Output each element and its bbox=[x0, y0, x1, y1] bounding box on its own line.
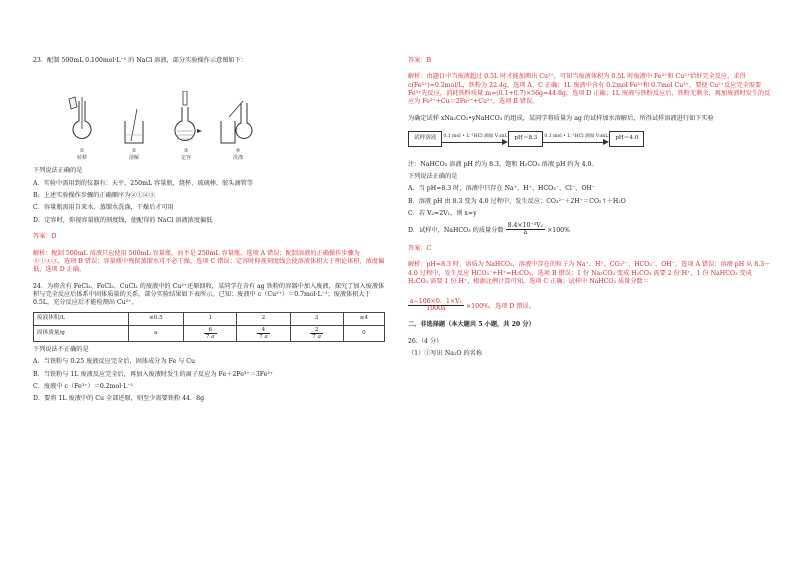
table-cell: 废液体积/L bbox=[34, 312, 129, 325]
q23-apparatus-figure bbox=[63, 83, 273, 161]
step-name: 洗涤 bbox=[232, 154, 243, 161]
beaker-stir-icon bbox=[119, 95, 149, 147]
q24-option-d: D．要将 1L 废液中的 Cu 全部还原，则至少需要铁粉 44．8g bbox=[33, 395, 205, 403]
q25-stem: 为确定试样 xNa₂CO₃•yNaHCO₃ 的组成，某同学将质量为 ag 的试样加水溶解后，所得试样溶液进行如下实验 bbox=[408, 114, 714, 122]
q25-option-c: C．若 V₂=2V₁，则 x=y bbox=[408, 210, 477, 218]
q23-option-c: C．容量瓶需用自来水、蒸馏水洗涤，干燥后才可用 bbox=[33, 204, 174, 212]
q25-option-a: A．当 pH=8.3 时，溶液中只存在 Na⁺、H⁺、HCO₃⁻、Cl⁻、OH⁻ bbox=[408, 185, 596, 193]
table-cell: 1 bbox=[184, 312, 237, 325]
volumetric-flask-pour-icon bbox=[67, 95, 97, 147]
flow-box-ph83: pH＝8.3 bbox=[508, 131, 543, 147]
table-cell: 0 bbox=[343, 325, 384, 341]
arrow-right-icon bbox=[603, 139, 609, 145]
step-label: ① bbox=[79, 147, 85, 154]
dissolve-step bbox=[115, 95, 153, 162]
step-name: 定容 bbox=[180, 154, 191, 161]
q25-formula: $\frac{\text{a−106×0．1×V₁}}{1000a}$ ×100%，选项 D 错误。 bbox=[410, 297, 535, 313]
fraction: $\frac{\text{8.4×10⁻³V₂}}{a}$ bbox=[507, 221, 544, 237]
table-cell bbox=[290, 325, 343, 341]
q26-score: 26.（4 分） bbox=[408, 337, 443, 345]
fraction: $\frac{2}{7 a}$ bbox=[312, 326, 321, 340]
table-cell: a bbox=[128, 325, 184, 341]
q23-answer: 答案：D bbox=[33, 233, 57, 241]
flask-beaker-wash-icon bbox=[219, 95, 257, 147]
arrow-right-icon bbox=[502, 139, 508, 145]
table-cell bbox=[237, 325, 290, 341]
q24-stem: 24．为将含有 FeCl₃、FeCl₂、CuCl₂ 的废液中的 Cu²⁺还原回收，某同学在含有 ag 铁粉的容器中加入废液，探究了加入废液体积与完全反应后体系中固体质量的关系，部分实验结果如下表所示。已知：废液中 c（Cu²⁺）＝0.7mol·L⁻¹；废液体积大于 0.5L，充分反应后才能检测出 Cu²⁺。 bbox=[33, 282, 385, 307]
q24-answer: 答案：B bbox=[408, 57, 432, 64]
table-cell: 3 bbox=[290, 312, 343, 325]
q25-flow-diagram bbox=[408, 131, 773, 147]
step-name: 溶解 bbox=[128, 154, 139, 161]
step-name: 转移 bbox=[76, 154, 87, 161]
step-label: ④ bbox=[235, 147, 241, 154]
q24-option-b: B．当铁粉与 1L 废液反应完全后，再加入废液时发生的离子反应为 Fe＋2Fe³⁺＝3Fe²⁺ bbox=[33, 370, 274, 378]
q25-answer: 答案：C bbox=[408, 245, 432, 253]
q25-option-d: D．试样中，NaHCO₃ 的质量分数 $\frac{\text{8.4×10⁻³V₂}}{a}$ ×100% bbox=[408, 221, 570, 237]
fraction: $\frac{\text{a−106×0．1×V₁}}{1000a}$ bbox=[410, 297, 463, 313]
fraction: $\frac{6}{7 a}$ bbox=[205, 326, 215, 340]
q23-explanation: 解析：配制 500mL 溶液只应使用 500mL 容量瓶，而不是 250mL 容量瓶，选项 A 错误；配制溶液的正确操作步骤为②①④③，选项 B 错误；容量瓶中残留蒸馏水可不必干燥，选项 C 错误；定容时仰视刻度线会使溶液体积大于理论体积，浓度偏低，选项 D 正确。 bbox=[33, 249, 385, 274]
q25-option-b: B．溶液 pH 由 8.3 变为 4.0 过程中，发生反应：CO₃²⁻＋2H⁺＝CO₂↑＋H₂O bbox=[408, 197, 626, 205]
table-cell: ≤0.5 bbox=[128, 312, 184, 325]
q23-option-b: B．上述实验操作步骤的正确顺序为②①④③ bbox=[33, 192, 156, 200]
right-column bbox=[408, 57, 773, 362]
table-row bbox=[34, 325, 385, 341]
flow-arrow-label: 0.1 mol • L⁻¹HCl 滴加 V₁mL bbox=[443, 133, 508, 139]
q25-explanation: 解析：pH=8.3 时，溶质为 NaHCO₃，溶液中存在的粒子为 Na⁺、H⁺、CO₃²⁻、HCO₃⁻、OH⁻，选项 A 错误；溶液 pH 从 8.3～4.0 过程中，发生反应 HCO₃⁻+H⁺=H₂CO₃，选项 B 错误；1 份 Na₂CO₃ 变成 H₂CO₃ 需要 2 份 H⁺，1 份 NaHCO₃ 变成 H₂CO₃ 需要 1 份 H⁺，根据比例计算可知，选项 C 正确；试样中 NaHCO₃ 质量分数＝ bbox=[408, 261, 771, 286]
q23-option-d: D．定容时，仰视容量瓶的刻度线，使配得的 NaCl 溶液浓度偏低 bbox=[33, 216, 213, 224]
section-title: 二、非选择题（本大题共 5 小题，共 20 分） bbox=[408, 321, 535, 329]
flow-box-sample: 试样溶液 bbox=[408, 131, 442, 147]
q24-prompt: 下列说法不正确的是 bbox=[33, 345, 89, 353]
q23-option-a: A．实验中需用到的仪器有：天平、250mL 容量瓶、烧杯、玻璃棒、胶头滴管等 bbox=[33, 179, 254, 187]
table-cell: ≥4 bbox=[343, 312, 384, 325]
table-cell: 固体质量/g bbox=[34, 325, 129, 341]
left-column bbox=[33, 57, 388, 408]
step-label: ③ bbox=[183, 147, 189, 154]
flow-arrow-1 bbox=[442, 134, 508, 144]
transfer-step bbox=[63, 95, 101, 162]
flask-dropper-icon bbox=[169, 91, 203, 147]
q23-prompt: 下列说法正确的是 bbox=[33, 167, 83, 175]
flow-box-ph40: pH＝4.0 bbox=[609, 131, 644, 147]
flow-arrow-label: 0.1 mol • L⁻¹HCl 滴加 V₂mL bbox=[544, 133, 609, 139]
q24-option-c: C．废液中 c（Fe³⁺）＝0.2mol·L⁻¹ bbox=[33, 383, 134, 391]
q24-data-table bbox=[33, 312, 385, 342]
flow-arrow-2 bbox=[543, 134, 609, 144]
q26-sub: （1）①写出 Na₂O 的名称 bbox=[408, 349, 483, 357]
q25-note: 注：NaHCO₃ 溶液 pH 约为 8.3，饱和 H₂CO₃ 溶液 pH 约为 4.0。 bbox=[408, 160, 598, 168]
fixvolume-step bbox=[167, 91, 205, 162]
wash-step bbox=[219, 95, 257, 162]
step-label: ② bbox=[131, 147, 137, 154]
table-cell: 2 bbox=[237, 312, 290, 325]
q24-option-a: A．当铁粉与 0.25 废液反应完全后，固体成分为 Fe 与 Cu bbox=[33, 358, 195, 366]
q23-stem: 23．配制 500mL 0.100mol·L⁻¹ 的 NaCl 溶液，部分实验操作示意图如下： bbox=[33, 57, 247, 64]
q24-explanation: 解析：由题目中当废液超过 0.5L 时才能加测出 Cu²⁺，可知当废液体积为 0.5L 时废液中 Fe³⁺和 Cu²⁺恰好完全反应，求得 c(Fe³⁺)=0.2mol/L，铁粉为 22.4g。选项 A、C 正确；1L 废液中含有 0.2mol Fe³⁺和 0.7mol Cu²⁺，要使 Cu²⁺反应完全需要 Fe³⁺先反应，消耗铁粉质量 m=(0.1+0.7)×56g=44.8g，选项 D 正确；1L 废液与铁粉反应后，铁粉无剩余，再加废液时发生的反应为 Fe³⁺+Cu＝2Fe²⁺+Cu²⁺，选项 B 错误。 bbox=[408, 73, 771, 106]
fraction: $\frac{4}{7 a}$ bbox=[259, 326, 268, 340]
table-cell bbox=[184, 325, 237, 341]
q25-prompt: 下列说法正确的是 bbox=[408, 173, 458, 181]
table-header-row bbox=[34, 312, 385, 325]
